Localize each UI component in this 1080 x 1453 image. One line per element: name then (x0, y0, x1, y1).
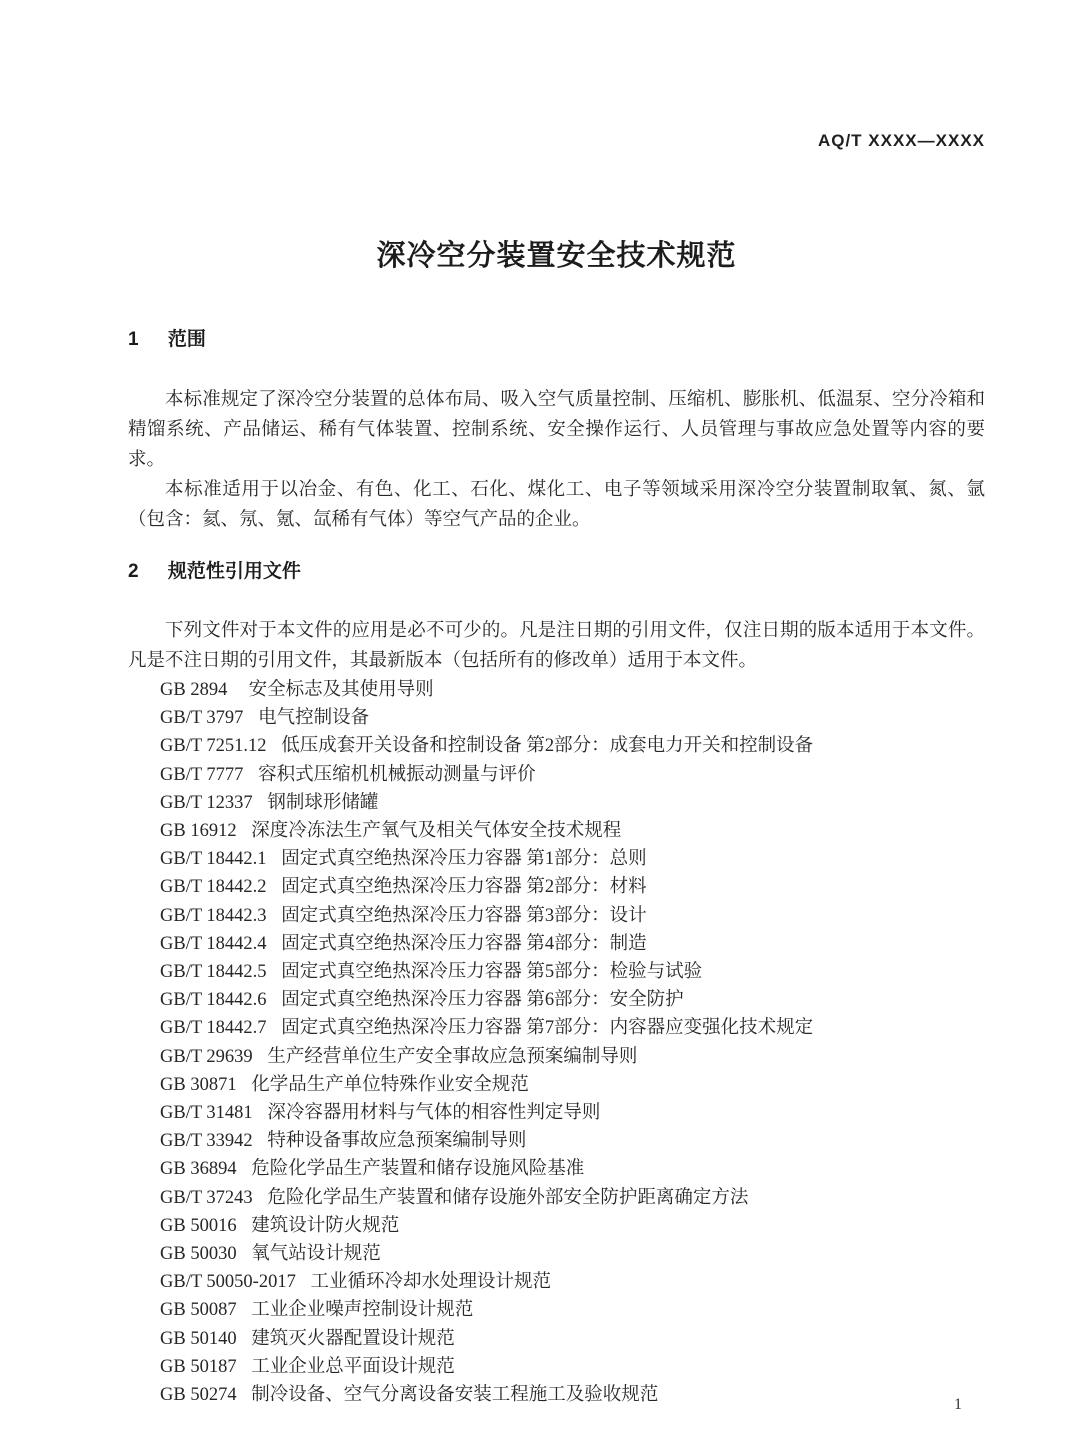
list-item (160, 1381, 985, 1409)
reference-title: 固定式真空绝热深冷压力容器 第4部分：制造 (281, 933, 647, 954)
reference-code: GB 2894 (160, 680, 228, 700)
document-content (128, 0, 985, 1409)
reference-code: GB/T 18442.7 (160, 1018, 267, 1039)
list-item (160, 873, 985, 901)
list-item (160, 817, 985, 845)
list-item (160, 1099, 985, 1127)
reference-code: GB 36894 (160, 1159, 237, 1180)
reference-code: GB/T 12337 (160, 792, 253, 813)
reference-title: 建筑灭火器配置设计规范 (251, 1328, 455, 1349)
list-item (160, 1155, 985, 1183)
reference-title: 安全标志及其使用导则 (248, 680, 434, 700)
reference-list (128, 676, 985, 1409)
reference-code: GB 50274 (160, 1385, 237, 1406)
reference-title: 低压成套开关设备和控制设备 第2部分：成套电力开关和控制设备 (281, 736, 814, 757)
list-item (160, 986, 985, 1014)
reference-code: GB/T 18442.5 (160, 962, 267, 983)
list-item (160, 1071, 985, 1099)
reference-title: 化学品生产单位特殊作业安全规范 (251, 1074, 529, 1095)
section-1-body (128, 385, 985, 535)
section-2-label: 规范性引用文件 (167, 561, 301, 582)
reference-code: GB/T 50050-2017 (160, 1272, 296, 1293)
list-item (160, 1268, 985, 1296)
section-2-number: 2 (128, 561, 139, 582)
reference-title: 深度冷冻法生产氧气及相关气体安全技术规程 (251, 821, 622, 842)
reference-code: GB 16912 (160, 821, 237, 842)
list-item (160, 1325, 985, 1353)
list-item (160, 704, 985, 732)
reference-title: 氧气站设计规范 (251, 1244, 381, 1265)
reference-title: 建筑设计防火规范 (251, 1215, 400, 1236)
reference-code: GB/T 18442.2 (160, 877, 267, 898)
list-item (160, 1240, 985, 1268)
list-item (160, 1184, 985, 1212)
list-item (160, 1127, 985, 1155)
doc-code-header: AQ/T XXXX—XXXX (817, 131, 985, 150)
reference-code: GB/T 7251.12 (160, 736, 267, 757)
reference-title: 固定式真空绝热深冷压力容器 第3部分：设计 (281, 905, 647, 926)
reference-code: GB/T 7777 (160, 764, 244, 785)
list-item (160, 732, 985, 760)
list-item (160, 902, 985, 930)
list-item (160, 958, 985, 986)
reference-code: GB/T 37243 (160, 1187, 253, 1208)
paragraph: 本标准规定了深冷空分装置的总体布局、吸入空气质量控制、压缩机、膨胀机、低温泵、空分冷箱和精馏系统、产品储运、稀有气体装置、控制系统、安全操作运行、人员管理与事故应急处置等内容的要求。 (128, 390, 985, 470)
reference-code: GB 30871 (160, 1074, 237, 1095)
reference-title: 制冷设备、空气分离设备安装工程施工及验收规范 (251, 1385, 659, 1406)
reference-code: GB/T 3797 (160, 708, 244, 729)
reference-title: 生产经营单位生产安全事故应急预案编制导则 (267, 1046, 638, 1067)
section-1-number: 1 (128, 329, 139, 350)
reference-title: 深冷容器用材料与气体的相容性判定导则 (267, 1103, 601, 1124)
reference-title: 钢制球形储罐 (267, 792, 379, 813)
reference-code: GB/T 18442.6 (160, 990, 267, 1011)
section-2-heading (128, 561, 985, 583)
paragraph: 下列文件对于本文件的应用是必不可少的。凡是注日期的引用文件，仅注日期的版本适用于本文件。凡是不注日期的引用文件，其最新版本（包括所有的修改单）适用于本文件。 (128, 621, 985, 671)
section-1-label: 范围 (167, 329, 206, 350)
list-item (160, 1043, 985, 1071)
reference-code: GB/T 18442.4 (160, 933, 267, 954)
reference-title: 工业企业噪声控制设计规范 (251, 1300, 474, 1321)
reference-title: 固定式真空绝热深冷压力容器 第7部分：内容器应变强化技术规定 (281, 1018, 814, 1039)
reference-title: 危险化学品生产装置和储存设施风险基准 (251, 1159, 585, 1180)
reference-title: 特种设备事故应急预案编制导则 (267, 1131, 527, 1152)
reference-code: GB/T 29639 (160, 1046, 253, 1067)
reference-title: 固定式真空绝热深冷压力容器 第1部分：总则 (281, 849, 647, 870)
reference-code: GB 50140 (160, 1328, 237, 1349)
reference-code: GB 50016 (160, 1215, 237, 1236)
page-number: 1 (954, 1396, 962, 1413)
section-2-body (128, 616, 985, 676)
list-item (160, 1212, 985, 1240)
paragraph: 本标准适用于以冶金、有色、化工、石化、煤化工、电子等领域采用深冷空分装置制取氧、氮、氩（包含：氦、氖、氪、氙稀有气体）等空气产品的企业。 (128, 480, 985, 530)
reference-title: 危险化学品生产装置和储存设施外部安全防护距离确定方法 (267, 1187, 749, 1208)
reference-title: 固定式真空绝热深冷压力容器 第6部分：安全防护 (281, 990, 684, 1011)
reference-code: GB/T 18442.3 (160, 905, 267, 926)
reference-code: GB 50187 (160, 1356, 237, 1377)
list-item (160, 761, 985, 789)
reference-title: 电气控制设备 (258, 708, 370, 729)
list-item (160, 1014, 985, 1042)
list-item (160, 789, 985, 817)
reference-title: 容积式压缩机机械振动测量与评价 (258, 764, 536, 785)
section-1-heading (128, 329, 985, 351)
reference-title: 工业循环冷却水处理设计规范 (310, 1272, 551, 1293)
reference-code: GB/T 31481 (160, 1103, 253, 1124)
reference-code: GB/T 18442.1 (160, 849, 267, 870)
reference-title: 固定式真空绝热深冷压力容器 第5部分：检验与试验 (281, 962, 703, 983)
list-item (160, 845, 985, 873)
list-item (160, 676, 985, 704)
list-item (160, 1353, 985, 1381)
reference-title: 工业企业总平面设计规范 (251, 1356, 455, 1377)
reference-code: GB 50030 (160, 1244, 237, 1265)
page-title: 深冷空分装置安全技术规范 (376, 240, 737, 272)
list-item (160, 930, 985, 958)
reference-title: 固定式真空绝热深冷压力容器 第2部分：材料 (281, 877, 647, 898)
reference-code: GB 50087 (160, 1300, 237, 1321)
list-item (160, 1296, 985, 1324)
reference-code: GB/T 33942 (160, 1131, 253, 1152)
